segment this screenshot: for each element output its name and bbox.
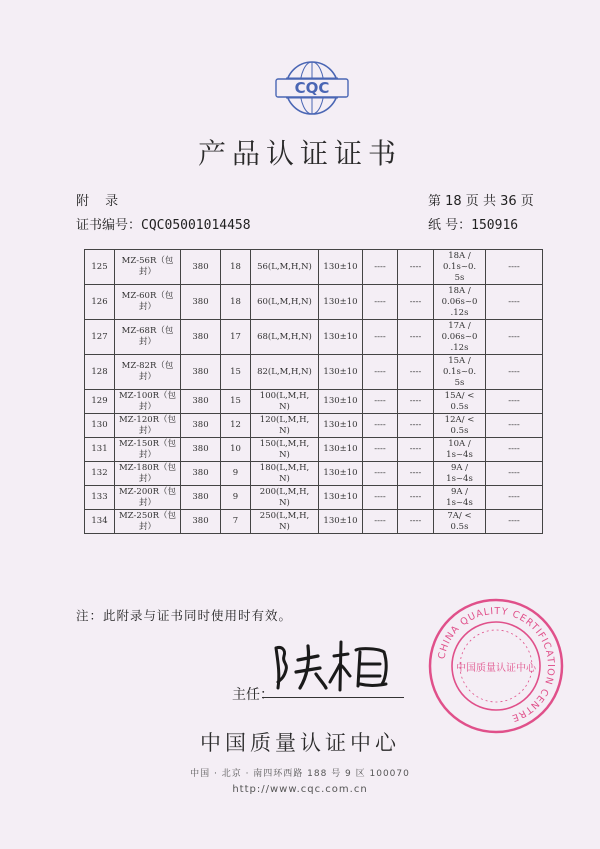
cell-field-8: ---- <box>398 486 434 510</box>
table-row <box>85 510 543 534</box>
cell-field-10: ---- <box>486 510 543 534</box>
cert-no-value: CQC05001014458 <box>141 218 251 233</box>
director-label: 主任： <box>232 687 274 703</box>
cell-current: 17 <box>221 320 251 355</box>
seal-inner-text: 中国质量认证中心 <box>456 663 536 674</box>
cell-field-7: ---- <box>363 285 398 320</box>
cell-rating: 12A/ < 0.5s <box>434 414 486 438</box>
cell-voltage: 380 <box>181 510 221 534</box>
page-title: 产品认证证书 <box>197 137 402 170</box>
cell-current: 15 <box>221 390 251 414</box>
product-table <box>84 249 543 534</box>
cell-temperature: 130±10 <box>319 285 363 320</box>
cell-temperature: 130±10 <box>319 486 363 510</box>
validity-note: 注：此附录与证书同时使用时有效。 <box>76 608 293 623</box>
cell-current: 7 <box>221 510 251 534</box>
cell-row-no: 130 <box>85 414 115 438</box>
cell-rating: 18A / 0.06s~0 .12s <box>434 285 486 320</box>
cell-temperature: 130±10 <box>319 414 363 438</box>
paper-no-value: 150916 <box>471 218 519 233</box>
cell-row-no: 131 <box>85 438 115 462</box>
cell-field-10: ---- <box>486 250 543 285</box>
cell-field-7: ---- <box>363 250 398 285</box>
cell-model: MZ-68R（包 封） <box>115 320 181 355</box>
cell-voltage: 380 <box>181 462 221 486</box>
cell-field-8: ---- <box>398 355 434 390</box>
cell-field-10: ---- <box>486 486 543 510</box>
cell-field-10: ---- <box>486 462 543 486</box>
cell-voltage: 380 <box>181 285 221 320</box>
cell-rating: 9A / 1s~4s <box>434 462 486 486</box>
cell-temperature: 130±10 <box>319 390 363 414</box>
cell-current: 10 <box>221 438 251 462</box>
cell-row-no: 133 <box>85 486 115 510</box>
cell-model: MZ-120R（包 封） <box>115 414 181 438</box>
cell-field-7: ---- <box>363 390 398 414</box>
cell-model: MZ-180R（包 封） <box>115 462 181 486</box>
cell-resistance: 180(L,M,H, N) <box>251 462 319 486</box>
logo-text: CQC <box>294 79 330 97</box>
cell-field-10: ---- <box>486 390 543 414</box>
cell-current: 18 <box>221 250 251 285</box>
cell-field-8: ---- <box>398 250 434 285</box>
cell-model: MZ-60R（包 封） <box>115 285 181 320</box>
cell-rating: 17A / 0.06s~0 .12s <box>434 320 486 355</box>
cell-field-8: ---- <box>398 414 434 438</box>
cell-rating: 15A / 0.1s~0. 5s <box>434 355 486 390</box>
cell-resistance: 82(L,M,H,N) <box>251 355 319 390</box>
cell-model: MZ-200R（包 封） <box>115 486 181 510</box>
cell-field-8: ---- <box>398 510 434 534</box>
cell-row-no: 127 <box>85 320 115 355</box>
cell-voltage: 380 <box>181 486 221 510</box>
cell-field-8: ---- <box>398 285 434 320</box>
paper-number <box>428 214 518 233</box>
cell-voltage: 380 <box>181 250 221 285</box>
table-row <box>85 486 543 510</box>
official-seal <box>427 597 565 735</box>
cell-field-7: ---- <box>363 462 398 486</box>
table-row <box>85 390 543 414</box>
cell-field-10: ---- <box>486 414 543 438</box>
cell-model: MZ-82R（包 封） <box>115 355 181 390</box>
cell-model: MZ-56R（包 封） <box>115 250 181 285</box>
cell-resistance: 100(L,M,H, N) <box>251 390 319 414</box>
cell-field-7: ---- <box>363 320 398 355</box>
cell-field-8: ---- <box>398 438 434 462</box>
table-row <box>85 285 543 320</box>
cell-field-10: ---- <box>486 355 543 390</box>
cell-row-no: 129 <box>85 390 115 414</box>
cell-resistance: 60(L,M,H,N) <box>251 285 319 320</box>
cell-resistance: 250(L,M,H, N) <box>251 510 319 534</box>
cell-field-10: ---- <box>486 320 543 355</box>
cell-resistance: 150(L,M,H, N) <box>251 438 319 462</box>
cell-rating: 18A / 0.1s~0. 5s <box>434 250 486 285</box>
organization-name: 中国质量认证中心 <box>200 731 400 755</box>
cell-current: 12 <box>221 414 251 438</box>
table-row <box>85 320 543 355</box>
cell-rating: 15A/ < 0.5s <box>434 390 486 414</box>
cell-row-no: 134 <box>85 510 115 534</box>
table-row <box>85 250 543 285</box>
cell-field-8: ---- <box>398 390 434 414</box>
website-link[interactable]: http://www.cqc.com.cn <box>232 784 368 795</box>
cell-field-7: ---- <box>363 355 398 390</box>
address: 中国 · 北京 · 南四环西路 188 号 9 区 100070 <box>190 769 410 779</box>
cell-model: MZ-100R（包 封） <box>115 390 181 414</box>
cell-voltage: 380 <box>181 355 221 390</box>
cell-voltage: 380 <box>181 320 221 355</box>
table-row <box>85 355 543 390</box>
cell-field-7: ---- <box>363 414 398 438</box>
cell-temperature: 130±10 <box>319 510 363 534</box>
cell-row-no: 126 <box>85 285 115 320</box>
cell-field-7: ---- <box>363 438 398 462</box>
cell-voltage: 380 <box>181 438 221 462</box>
certificate-number <box>76 214 251 233</box>
cell-rating: 9A / 1s~4s <box>434 486 486 510</box>
cell-row-no: 132 <box>85 462 115 486</box>
cell-voltage: 380 <box>181 414 221 438</box>
director-signature <box>268 634 398 696</box>
cell-field-7: ---- <box>363 486 398 510</box>
cell-field-10: ---- <box>486 285 543 320</box>
cell-field-8: ---- <box>398 320 434 355</box>
table-row <box>85 462 543 486</box>
cell-rating: 10A / 1s~4s <box>434 438 486 462</box>
cell-temperature: 130±10 <box>319 462 363 486</box>
appendix-label: 附 录 <box>76 194 125 209</box>
table-row <box>85 438 543 462</box>
cell-model: MZ-150R（包 封） <box>115 438 181 462</box>
cell-voltage: 380 <box>181 390 221 414</box>
cell-resistance: 120(L,M,H, N) <box>251 414 319 438</box>
paper-no-label: 纸 号： <box>428 218 472 233</box>
cell-row-no: 128 <box>85 355 115 390</box>
cell-current: 18 <box>221 285 251 320</box>
cell-temperature: 130±10 <box>319 438 363 462</box>
cell-field-10: ---- <box>486 438 543 462</box>
cell-resistance: 68(L,M,H,N) <box>251 320 319 355</box>
cell-model: MZ-250R（包 封） <box>115 510 181 534</box>
table-row <box>85 414 543 438</box>
cell-field-8: ---- <box>398 462 434 486</box>
cell-resistance: 56(L,M,H,N) <box>251 250 319 285</box>
cell-row-no: 125 <box>85 250 115 285</box>
cell-current: 9 <box>221 486 251 510</box>
signature-line <box>262 697 404 698</box>
cqc-logo <box>272 56 352 120</box>
seal-outer-text: CHINA QUALITY CERTIFICATION CENTRE <box>436 605 557 724</box>
cell-temperature: 130±10 <box>319 250 363 285</box>
cell-resistance: 200(L,M,H, N) <box>251 486 319 510</box>
cell-temperature: 130±10 <box>319 355 363 390</box>
cell-field-7: ---- <box>363 510 398 534</box>
cert-no-label: 证书编号： <box>76 218 142 233</box>
cell-current: 15 <box>221 355 251 390</box>
cell-temperature: 130±10 <box>319 320 363 355</box>
page-info: 第 18 页 共 36 页 <box>428 194 534 209</box>
cell-rating: 7A/ < 0.5s <box>434 510 486 534</box>
cell-current: 9 <box>221 462 251 486</box>
